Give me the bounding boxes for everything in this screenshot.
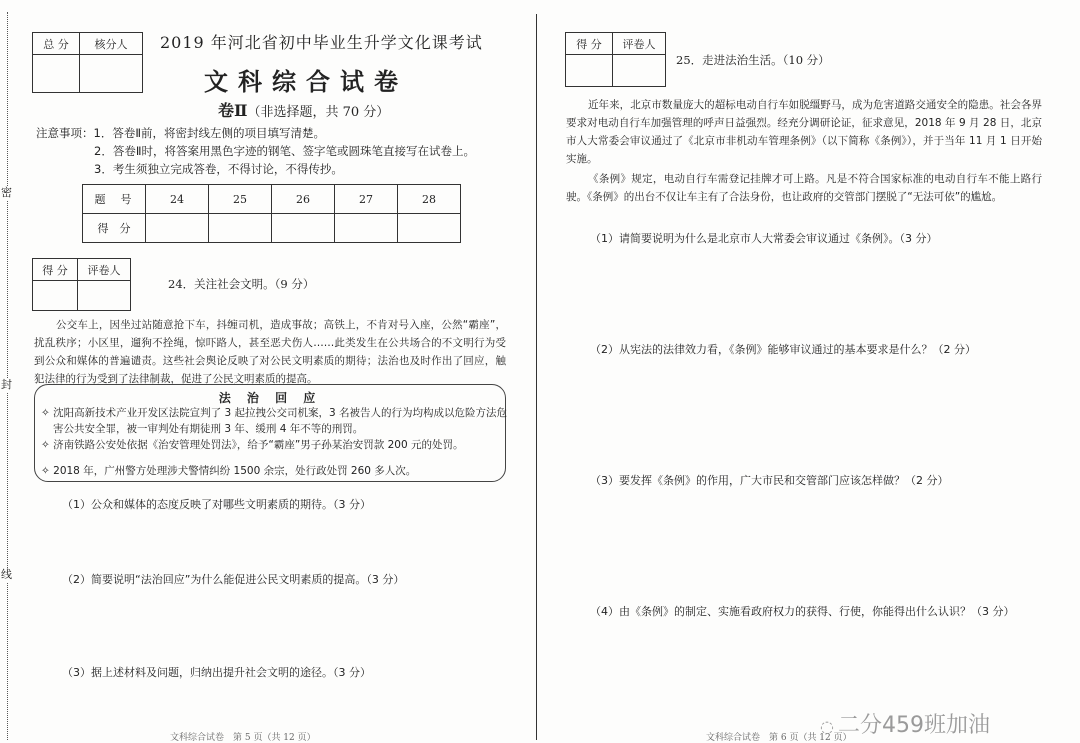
- question-number-28: 28: [398, 185, 461, 214]
- q24-sub-3: （3）据上述材料及问题，归纳出提升社会文明的途径。（3 分）: [62, 666, 371, 679]
- notes-line-1: [36, 124, 325, 142]
- notes-label: 注意事项：: [36, 126, 94, 140]
- exam-title: 2019 年河北省初中毕业生升学文化课考试: [160, 33, 483, 52]
- wechat-icon: ◌: [820, 717, 834, 736]
- q25-sub-3: （3）要发挥《条例》的作用，广大市民和交管部门应该怎样做？（2 分）: [590, 474, 949, 487]
- q25-sub-4: （4）由《条例》的制定、实施看政府权力的获得、行使，你能得出什么认识？（3 分）: [590, 605, 1015, 618]
- question-number-label: 题 号: [83, 185, 146, 214]
- grader-score-label: 得 分: [33, 259, 78, 281]
- total-score-cell[interactable]: [33, 55, 80, 93]
- score-cell-24[interactable]: [146, 214, 209, 243]
- grader-box-q24: [32, 258, 131, 311]
- note-item-1: 1．答卷Ⅱ前，将密封线左侧的项目填写清楚。: [93, 126, 325, 140]
- checker-cell[interactable]: [80, 55, 143, 93]
- grader-name-cell[interactable]: [78, 281, 131, 311]
- score-cell-26[interactable]: [272, 214, 335, 243]
- footer-left: 文科综合试卷 第 5 页（共 12 页）: [170, 733, 316, 743]
- seal-char-xian: 线: [1, 568, 12, 581]
- seal-line: [7, 12, 8, 740]
- volume-label: 卷Ⅱ: [218, 101, 248, 120]
- q24-sub-1: （1）公众和媒体的态度反映了对哪些文明素质的期待。（3 分）: [62, 498, 371, 511]
- volume-note: （非选择题，共 70 分）: [247, 105, 390, 120]
- q25-sub-1: （1）请简要说明为什么是北京市人大常委会审议通过《条例》。（3 分）: [590, 232, 938, 245]
- question-number-24: 24: [146, 185, 209, 214]
- q25-para-1: 近年来，北京市数量庞大的超标电动自行车如脱缰野马，成为危害道路交通安全的隐患。社会各界要求对电动自行车加强管理的呼声日益强烈。经充分调研论证，征求意见，2018 年 9 月 28 日，北京市人大常委会审议通过了《北京市非机动车管理条例》（以下简称《条例》），并于当年 11 月 1 日开始实施。: [566, 99, 1042, 165]
- watermark: [820, 708, 990, 739]
- grader-label: 评卷人: [78, 259, 131, 281]
- grader-name-cell-q25[interactable]: [613, 55, 666, 87]
- total-score-label: 总 分: [33, 33, 80, 55]
- q24-heading: 24．关注社会文明。（9 分）: [168, 277, 315, 291]
- seal-char-mi: 密: [1, 186, 12, 199]
- volume-line: [218, 98, 389, 121]
- footer-right: 文科综合试卷 第 6 页（共 12 页）: [706, 733, 852, 743]
- score-cell-27[interactable]: [335, 214, 398, 243]
- question-number-27: 27: [335, 185, 398, 214]
- law-response-item-2: ✧ 济南铁路公安处依据《治安管理处罚法》，给予“霸座”男子孙某治安罚款 200 元的处罚。: [41, 439, 464, 451]
- score-table: [82, 184, 461, 243]
- score-cell-25[interactable]: [209, 214, 272, 243]
- grader-score-cell-q25[interactable]: [566, 55, 613, 87]
- score-label: 得 分: [83, 214, 146, 243]
- subject-title: 文科综合试卷: [204, 67, 408, 96]
- grader-score-label-q25: 得 分: [566, 33, 613, 55]
- q24-material: 公交车上，因坐过站随意抢下车，抖缠司机，造成事故；高铁上，不肯对号入座，公然“霸座”，扰乱秩序；小区里，遛狗不拴绳，惊吓路人，甚至恶犬伤人……此类发生在公共场合的不文明行为受到公众和媒体的普遍谴责。这些社会舆论反映了对公民文明素质的期待；法治也及时作出了回应，触犯法律的行为受到了法律制裁，促进了公民文明素质的提高。: [34, 319, 506, 385]
- q25-para-2: 《条例》规定，电动自行车需登记挂牌才可上路。凡是不符合国家标准的电动自行车不能上路行驶。《条例》的出台不仅让车主有了合法身份，也让政府的交管部门摆脱了“无法可依”的尴尬。: [566, 173, 1042, 203]
- question-number-26: 26: [272, 185, 335, 214]
- checker-label: 核分人: [80, 33, 143, 55]
- page-divider: [536, 14, 537, 740]
- grader-score-cell[interactable]: [33, 281, 78, 311]
- q24-sub-2: （2）简要说明“法治回应”为什么能促进公民文明素质的提高。（3 分）: [62, 573, 405, 586]
- note-item-3: 3．考生须独立完成答卷，不得讨论，不得传抄。: [94, 162, 343, 176]
- watermark-text: 二分459班加油: [837, 713, 990, 738]
- q25-heading: 25．走进法治生活。（10 分）: [676, 53, 830, 67]
- total-score-box: [32, 32, 143, 93]
- note-item-2: 2．答卷Ⅱ时，将答案用黑色字迹的钢笔、签字笔或圆珠笔直接写在试卷上。: [94, 144, 475, 158]
- seal-char-feng: 封: [1, 378, 12, 391]
- q25-sub-2: （2）从宪法的法律效力看，《条例》能够审议通过的基本要求是什么？（2 分）: [590, 343, 976, 356]
- question-number-25: 25: [209, 185, 272, 214]
- grader-box-q25: [565, 32, 666, 87]
- grader-label-q25: 评卷人: [613, 33, 666, 55]
- score-cell-28[interactable]: [398, 214, 461, 243]
- law-response-title: 法 治 回 应: [218, 391, 322, 405]
- law-response-item-1: ✧ 沈阳高新技术产业开发区法院宣判了 3 起拉拽公交司机案，3 名被告人的行为均构成以危险方法危害公共安全罪，被一审判处有期徒刑 3 年、缓刑 4 年不等的刑罚。: [41, 407, 508, 435]
- law-response-box: [34, 384, 506, 482]
- law-response-item-3: ✧ 2018 年，广州警方处理涉犬警情纠纷 1500 余宗，处行政处罚 260 多人次。: [41, 465, 417, 477]
